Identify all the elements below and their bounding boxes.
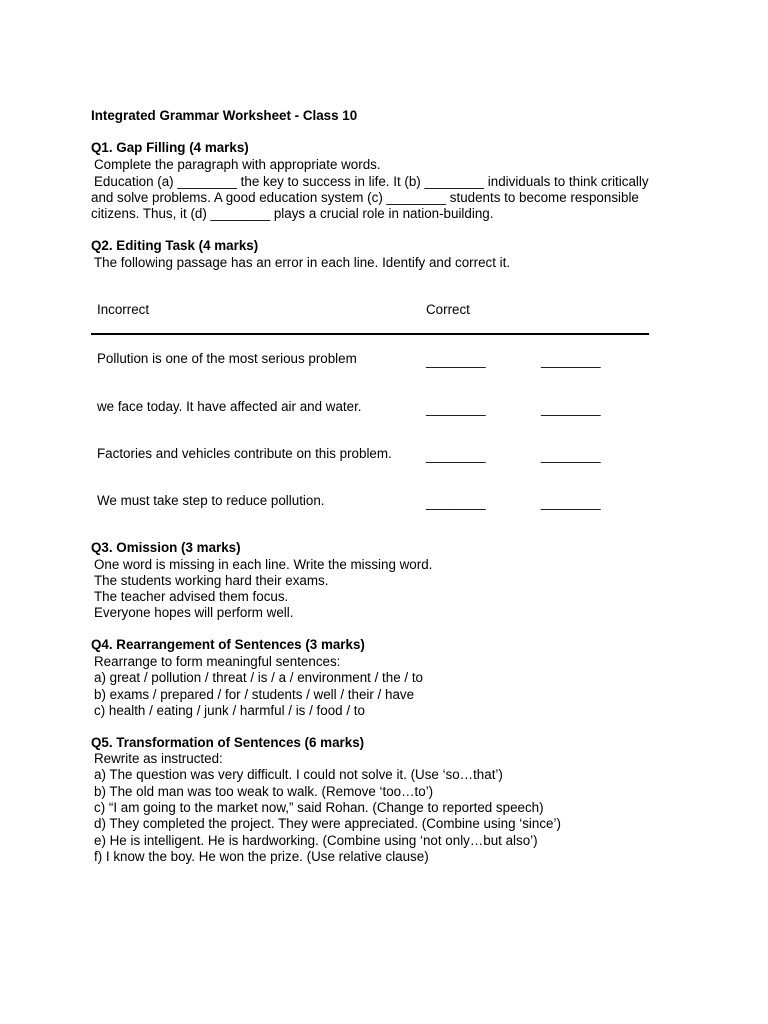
table-row-1-blank-2: ________: [541, 353, 601, 368]
q4-line-1: Rearrange to form meaningful sentences:: [94, 654, 341, 669]
table-row-4-text: We must take step to reduce pollution.: [97, 493, 325, 508]
q5-line-1: Rewrite as instructed:: [94, 751, 223, 766]
q5-heading: Q5. Transformation of Sentences (6 marks): [91, 735, 365, 750]
q3-line-4: Everyone hopes will perform well.: [94, 605, 294, 620]
q5-line-4: c) “I am going to the market now,” said Rohan. (Change to reported speech): [94, 800, 544, 815]
q4-line-2: a) great / pollution / threat / is / a / environment / the / to: [94, 670, 423, 685]
page-title: Integrated Grammar Worksheet - Class 10: [91, 108, 358, 123]
table-header-correct: Correct: [426, 302, 470, 317]
table-row-2-blank-2: ________: [541, 401, 601, 416]
table-row-2-blank-1: ________: [426, 401, 486, 416]
table-row-2-text: we face today. It have affected air and water.: [97, 399, 362, 414]
table-header-incorrect: Incorrect: [97, 302, 150, 317]
table-row-4-blank-1: ________: [426, 495, 486, 510]
q3-line-1: One word is missing in each line. Write the missing word.: [94, 557, 433, 572]
q5-line-5: d) They completed the project. They were appreciated. (Combine using ‘since’): [94, 816, 561, 831]
q1-line-2: and solve problems. A good education system (c) ________ students to become responsible: [91, 190, 639, 205]
q5-line-6: e) He is intelligent. He is hardworking. (Combine using ‘not only…but also’): [94, 833, 538, 848]
q2-instruction: The following passage has an error in each line. Identify and correct it.: [94, 255, 511, 270]
q1-line-3: citizens. Thus, it (d) ________ plays a crucial role in nation-building.: [91, 206, 494, 221]
q1-heading: Q1. Gap Filling (4 marks): [91, 140, 249, 155]
q4-heading: Q4. Rearrangement of Sentences (3 marks): [91, 637, 365, 652]
q3-line-2: The students working hard their exams.: [94, 573, 329, 588]
q1-instruction: Complete the paragraph with appropriate words.: [94, 157, 381, 172]
table-row-1-text: Pollution is one of the most serious problem: [97, 351, 357, 366]
table-row-3-blank-2: ________: [541, 448, 601, 463]
table-row-1-blank-1: ________: [426, 353, 486, 368]
table-row-3-blank-1: ________: [426, 448, 486, 463]
q4-line-3: b) exams / prepared / for / students / well / their / have: [94, 687, 415, 702]
table-divider: [91, 333, 649, 335]
q5-line-2: a) The question was very difficult. I could not solve it. (Use ‘so…that’): [94, 767, 503, 782]
q5-line-7: f) I know the boy. He won the prize. (Use relative clause): [94, 849, 429, 864]
table-row-4-blank-2: ________: [541, 495, 601, 510]
table-row-3-text: Factories and vehicles contribute on this problem.: [97, 446, 392, 461]
q3-line-3: The teacher advised them focus.: [94, 589, 289, 604]
q5-line-3: b) The old man was too weak to walk. (Remove ‘too…to’): [94, 784, 434, 799]
q2-heading: Q2. Editing Task (4 marks): [91, 238, 259, 253]
q4-line-4: c) health / eating / junk / harmful / is / food / to: [94, 703, 365, 718]
q1-line-1: Education (a) ________ the key to success in life. It (b) ________ individuals to think critically: [94, 174, 649, 189]
q3-heading: Q3. Omission (3 marks): [91, 540, 241, 555]
